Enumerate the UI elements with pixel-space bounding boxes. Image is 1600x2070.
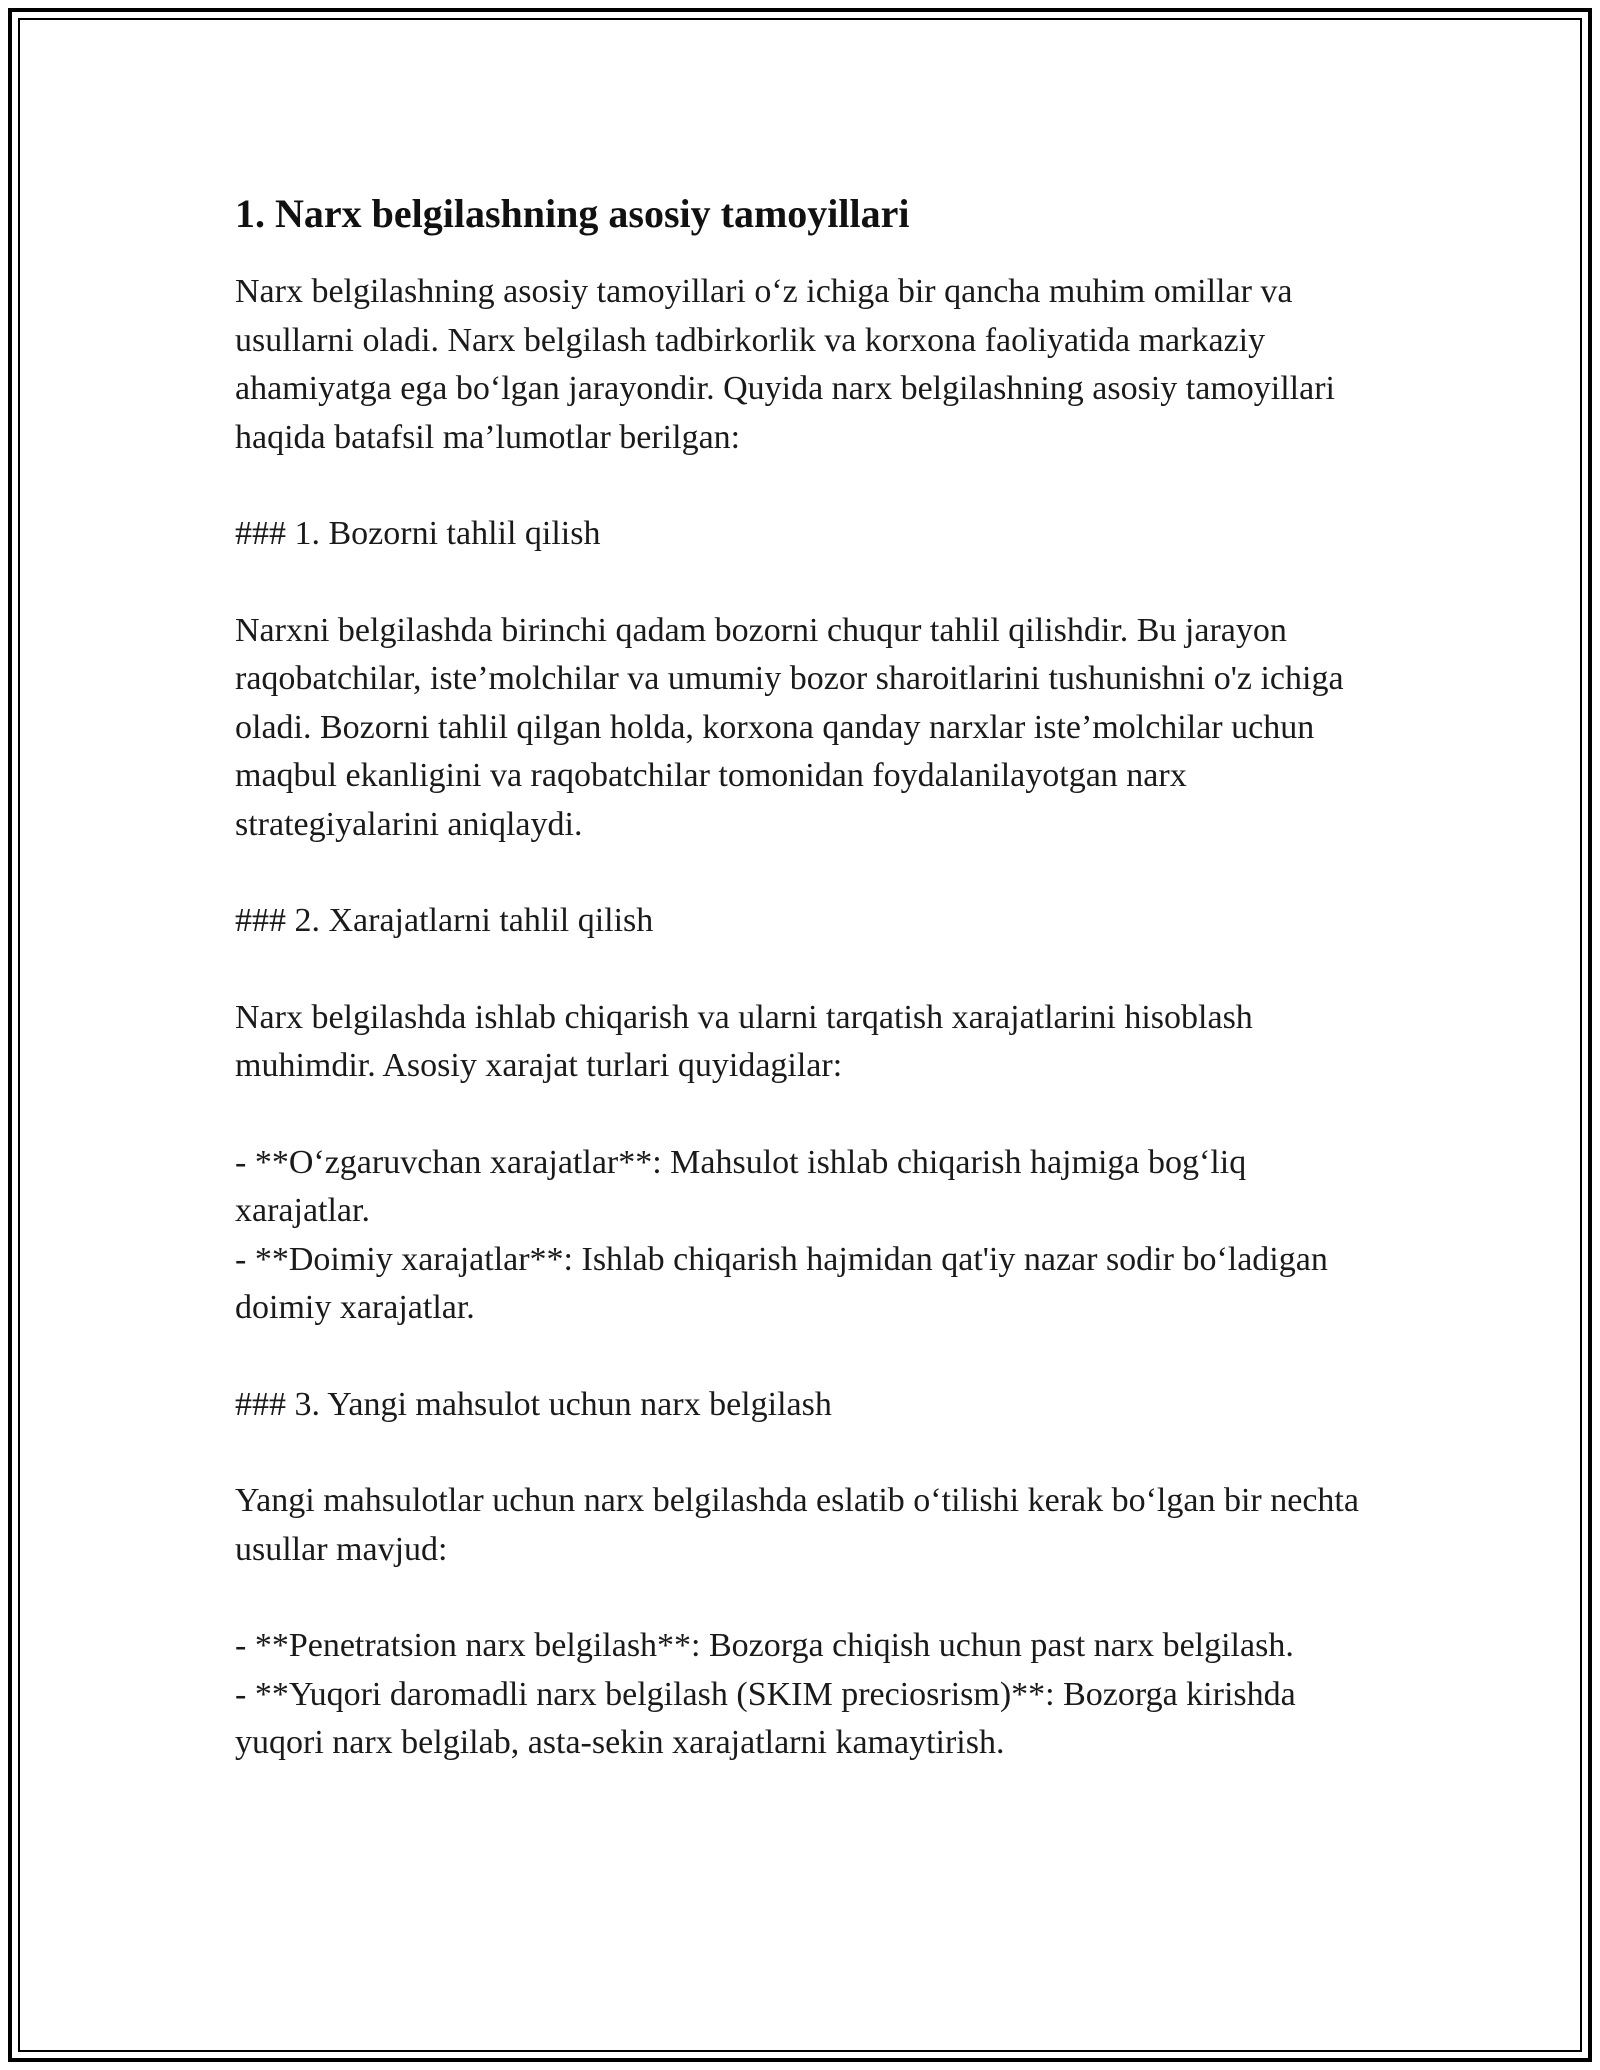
section-1-paragraph: Narxni belgilashda birinchi qadam bozorni chuqur tahlil qilishdir. Bu jarayon raqobatchilar, iste’molchilar va umumiy bozor sharoitlarini tushunishni o'z ichiga oladi. Bozorni tahlil qilgan holda, korxona qanday narxlar iste’molchilar uchun maqbul ekanligini va raqobatchilar tomonidan foydalanilayotgan narx strategiyalarini aniqlaydi. — [235, 611, 1344, 843]
section-2-list — [235, 1139, 1365, 1333]
section-2-heading: ### 2. Xarajatlarni tahlil qilish — [235, 902, 654, 939]
section-3-heading: ### 3. Yangi mahsulot uchun narx belgilash — [235, 1385, 832, 1423]
section-2-paragraph: Narx belgilashda ishlab chiqarish va ularni tarqatish xarajatlarini hisoblash muhimdir. Asosiy xarajat turlari quyidagilar: — [235, 998, 1253, 1084]
section-1-heading: ### 1. Bozorni tahlil qilish — [235, 515, 601, 552]
list-item: - **Yuqori daromadli narx belgilash (SKIM preciosrism)**: Bozorga kirishda yuqori narx belgilab, asta-sekin xarajatlarni kamaytirish. — [235, 1675, 1296, 1761]
list-item: - **O‘zgaruvchan xarajatlar**: Mahsulot ishlab chiqarish hajmiga bog‘liq xarajatlar. — [235, 1143, 1247, 1229]
document-title: 1. Narx belgilashning asosiy tamoyillari — [235, 191, 910, 236]
intro-paragraph: Narx belgilashning asosiy tamoyillari o‘z ichiga bir qancha muhim omillar va usullarni oladi. Narx belgilash tadbirkorlik va korxona faoliyatida markaziy ahamiyatga ega bo‘lgan jarayondir. Quyida narx belgilashning asosiy tamoyillari haqida batafsil ma’lumotlar berilgan: — [235, 273, 1335, 456]
list-item: - **Penetratsion narx belgilash**: Bozorga chiqish uchun past narx belgilash. — [235, 1627, 1294, 1664]
section-3-list — [235, 1622, 1365, 1768]
list-item: - **Doimiy xarajatlar**: Ishlab chiqarish hajmidan qat'iy nazar sodir bo‘ladigan doimiy xarajatlar. — [235, 1240, 1328, 1326]
section-3-paragraph: Yangi mahsulotlar uchun narx belgilashda eslatib o‘tilishi kerak bo‘lgan bir nechta usullar mavjud: — [235, 1482, 1359, 1568]
document-body — [235, 186, 1365, 1816]
